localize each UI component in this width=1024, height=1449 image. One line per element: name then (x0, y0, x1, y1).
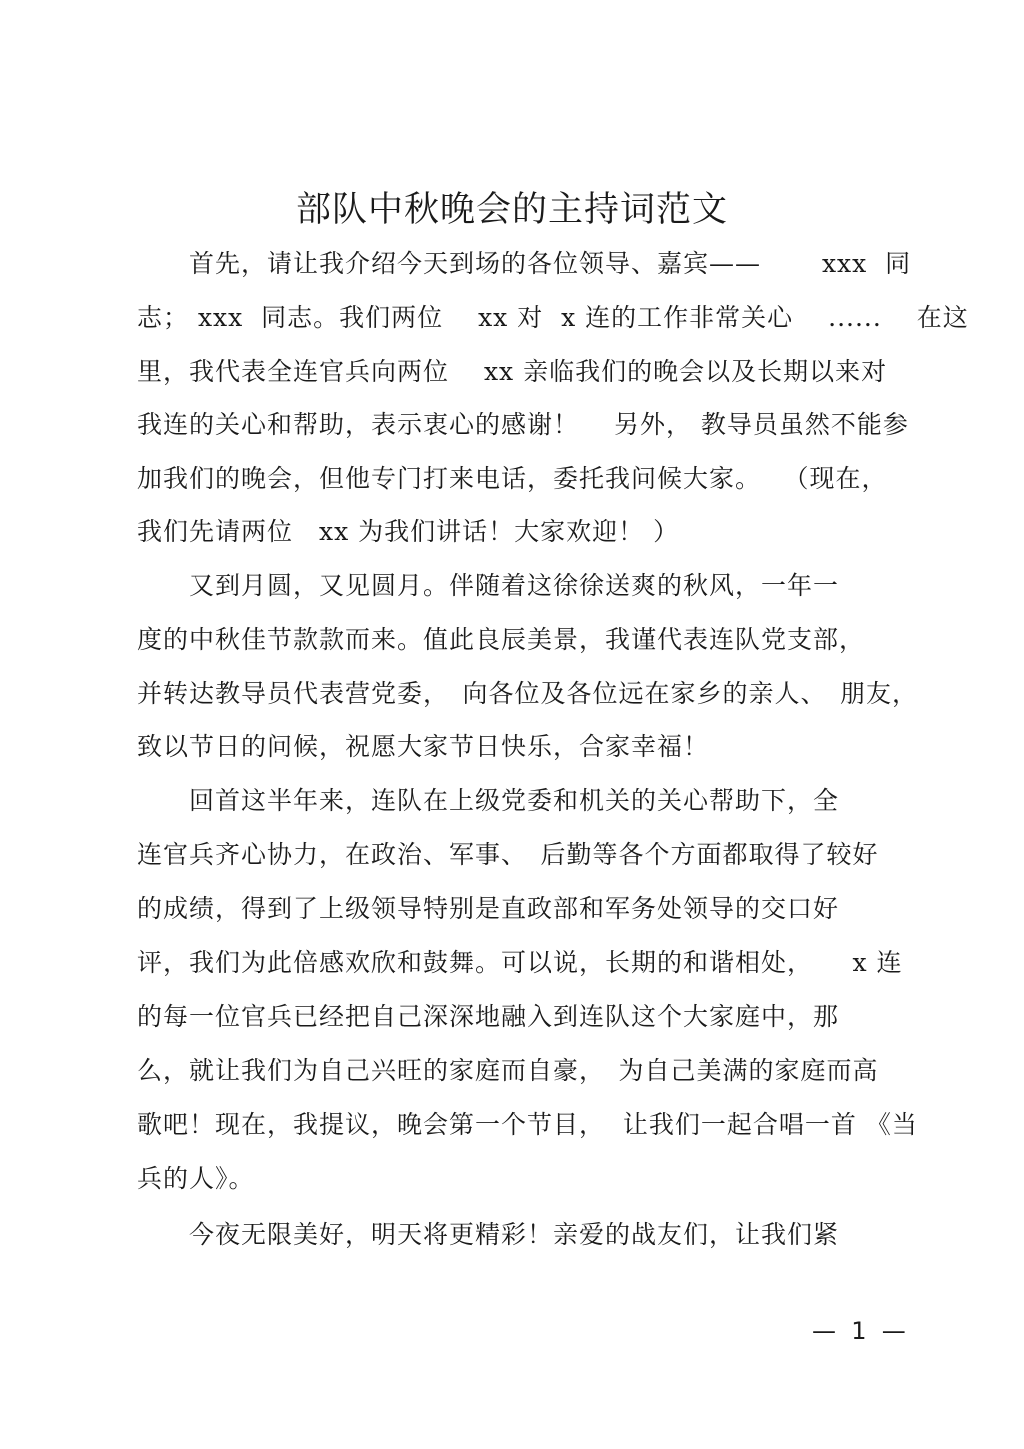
text-line: 连官兵齐心协力，在政治、军事、 后勤等各个方面都取得了较好 (137, 840, 879, 869)
text-line: 的成绩，得到了上级领导特别是直政部和军务处领导的交口好 (137, 894, 840, 923)
page-number: — 1 — (812, 1317, 906, 1345)
text-line: 评，我们为此倍感欢欣和鼓舞。可以说，长期的和谐相处， x 连 (137, 948, 903, 977)
text-line: 首先，请让我介绍今天到场的各位领导、嘉宾—— xxx 同 (137, 249, 912, 278)
text-line: 又到月圆，又见圆月。伴随着这徐徐送爽的秋风，一年一 (137, 571, 840, 600)
text-line: 度的中秋佳节款款而来。值此良辰美景，我谨代表连队党支部， (137, 625, 866, 654)
text-line: 么，就让我们为自己兴旺的家庭而自豪， 为自己美满的家庭而高 (137, 1056, 879, 1085)
text-line: 歌吧！现在，我提议，晚会第一个节目， 让我们一起合唱一首 《当 (137, 1110, 918, 1139)
text-line: 我们先请两位 xx 为我们讲话！大家欢迎！ ） (137, 517, 680, 546)
text-line: 里，我代表全连官兵向两位 xx 亲临我们的晚会以及长期以来对 (137, 357, 888, 386)
text-line: 回首这半年来，连队在上级党委和机关的关心帮助下，全 (137, 786, 840, 815)
text-line: 并转达教导员代表营党委， 向各位及各位远在家乡的亲人、 朋友， (137, 679, 919, 708)
text-line: 的每一位官兵已经把自己深深地融入到连队这个大家庭中，那 (137, 1002, 840, 1031)
text-line: 兵的人》。 (137, 1164, 255, 1193)
text-line: 志； xxx 同志。我们两位 xx 对 x 连的工作非常关心 ...... 在这 (137, 303, 969, 332)
text-line: 今夜无限美好，明天将更精彩！亲爱的战友们，让我们紧 (137, 1220, 840, 1249)
text-line: 加我们的晚会，但他专门打来电话，委托我问候大家。 （现在， (137, 464, 888, 493)
text-line: 致以节日的问候，祝愿大家节日快乐，合家幸福！ (137, 732, 710, 761)
text-line: 我连的关心和帮助，表示衷心的感谢！ 另外， 教导员虽然不能参 (137, 410, 909, 439)
document-title: 部队中秋晚会的主持词范文 (295, 190, 728, 230)
